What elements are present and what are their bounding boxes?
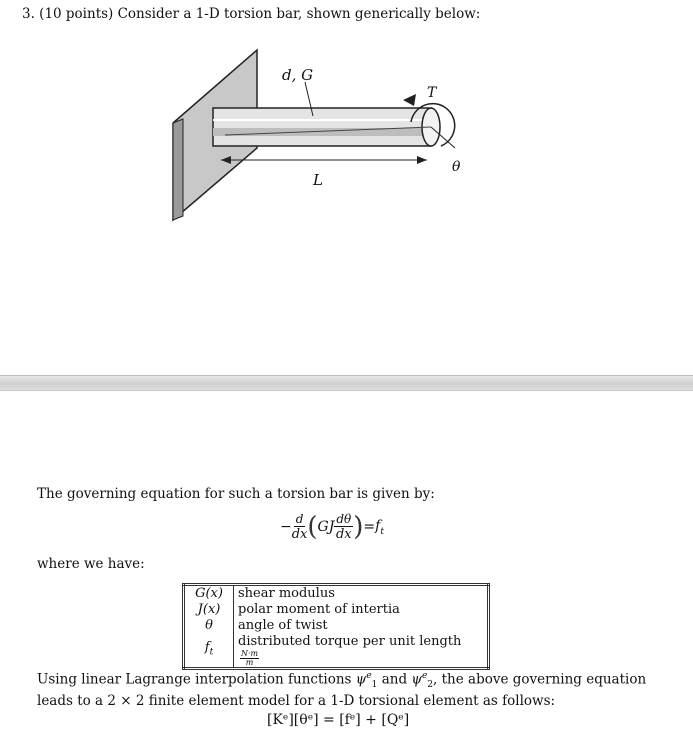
eq-minus: − — [280, 519, 292, 535]
table-row — [184, 634, 489, 669]
label-dG: d, G — [282, 66, 314, 84]
description-cell: distributed torque per unit length $\frac{N\cdot m}{m}$ — [238, 634, 462, 667]
torsion-bar-figure — [165, 38, 545, 238]
description-cell: angle of twist — [238, 618, 328, 633]
unit-fraction: $\frac{N\cdot m}{m}$ — [241, 649, 259, 667]
table-row — [184, 585, 489, 603]
eq-equals: = — [363, 519, 376, 535]
wall-edge — [173, 119, 183, 220]
eq-dtheta-dx: $\frac{d\theta}{dx}$ — [335, 512, 352, 542]
description-cell: shear modulus — [238, 586, 335, 601]
question-title: 3. (10 points) Consider a 1-D torsion bar, shown generically below: — [22, 6, 481, 22]
eq-rhs: $f_t$ — [375, 517, 384, 537]
symbol-table — [182, 583, 490, 670]
section-divider — [0, 375, 693, 391]
governing-intro: The governing equation for such a torsion bar is given by: — [37, 486, 435, 502]
where-label: where we have: — [37, 556, 145, 572]
description-cell: polar moment of intertia — [238, 602, 400, 617]
governing-equation: − $\frac{d}{dx}$ ( GJ $\frac{d\theta}{dx}$ ) = $f_t$ — [280, 512, 384, 542]
eq-d-dx: $\frac{d}{dx}$ — [291, 512, 308, 542]
table-row — [184, 602, 489, 618]
symbol-cell: θ — [184, 618, 234, 634]
label-L: L — [313, 171, 323, 189]
lagrange-paragraph: Using linear Lagrange interpolation functions $\psi^e_1$ and $\psi^e_2$, the above governing equation leads to a 2 × 2 finite element model for a 1-D torsional element as follows: — [37, 671, 647, 710]
symbol-cell: G(x) — [184, 585, 234, 603]
fe-equation: [Kᵉ][θᵉ] = [fᵉ] + [Qᵉ] — [267, 712, 410, 728]
bar-body — [213, 108, 431, 146]
table-row — [184, 618, 489, 634]
eq-gj: GJ — [317, 519, 335, 535]
bar-shade — [213, 128, 431, 136]
symbol-cell: J(x) — [184, 602, 234, 618]
label-T: T — [427, 85, 437, 101]
label-theta: θ — [452, 159, 461, 175]
symbol-cell: $f_t$ — [184, 634, 234, 669]
